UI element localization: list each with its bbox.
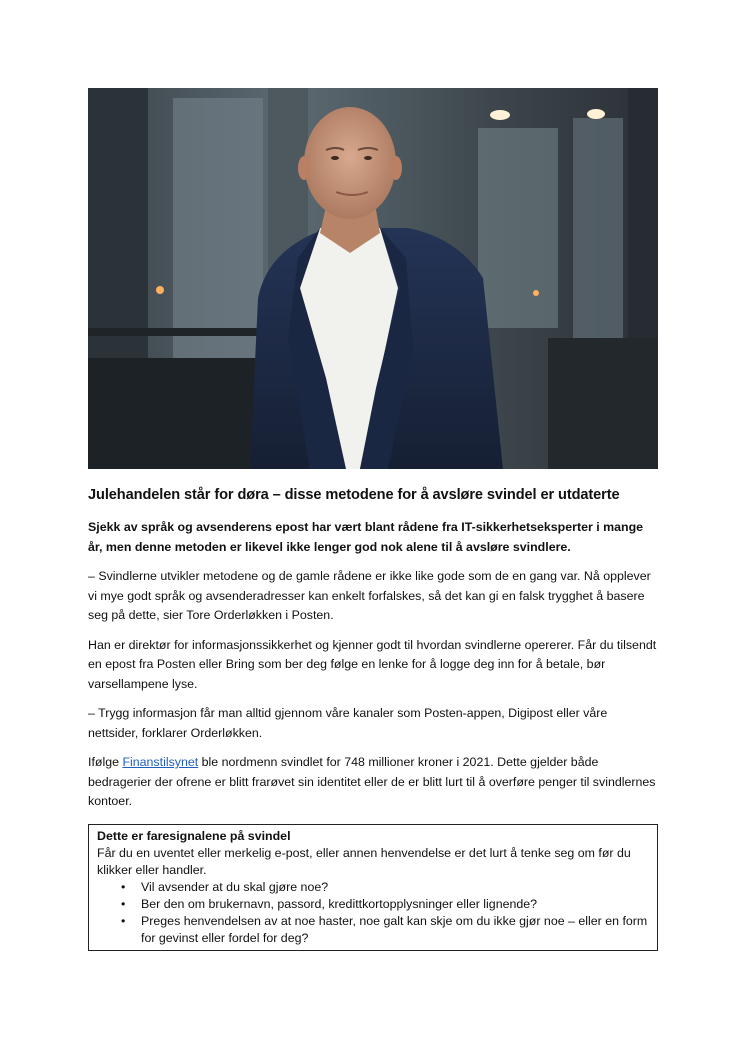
paragraph-4-after: ble nordmenn svindlet for 748 millioner kroner i 2021. Dette gjelder både bedragerier der ofrene er blitt frarøvet sin identitet eller de er blitt lurt til å overføre penger til svindlernes kontoer. <box>88 755 656 808</box>
bullet-icon: • <box>121 879 126 894</box>
article-paragraph-2: Han er direktør for informasjonssikkerhet og kjenner godt til hvordan svindlerne opererer. Får du tilsendt en epost fra Posten eller Bring som ber deg følge en lenke for å logge deg inn for å betale, bør varsellampene lyse. <box>88 637 657 691</box>
list-item <box>121 879 649 896</box>
document-page <box>88 88 658 951</box>
warning-box-title: Dette er faresignalene på svindel <box>97 828 291 843</box>
article-paragraph-1: – Svindlerne utvikler metodene og de gamle rådene er ikke like gode som de en gang var. Nå opplever vi mye godt språk og avsenderadresser kan enkelt forfalskes, så det kan gi en falsk trygghet å basere seg på dette, sier Tore Orderløkken i Posten. <box>88 569 651 622</box>
list-item-text: Vil avsender at du skal gjøre noe? <box>141 879 329 894</box>
finanstilsynet-link[interactable]: Finanstilsynet <box>122 755 199 769</box>
list-item <box>121 896 649 913</box>
article-lead: Sjekk av språk og avsenderens epost har vært blant rådene fra IT-sikkerhetseksperter i mange år, men denne metoden er likevel ikke lenger god nok alene til å avsløre svindlere. <box>88 520 644 554</box>
paragraph-4-before: Ifølge <box>88 755 123 769</box>
list-item-text: Preges henvendelsen av at noe haster, noe galt kan skje om du ikke gjør noe – eller en form for gevinst eller fordel for deg? <box>141 913 648 945</box>
list-item <box>121 913 649 947</box>
bullet-icon: • <box>121 896 126 911</box>
warning-signs-box <box>88 824 658 951</box>
warning-list <box>97 879 649 947</box>
bullet-icon: • <box>121 913 126 928</box>
warning-box-intro: Får du en uventet eller merkelig e-post, eller annen henvendelse er det lurt å tenke seg om før du klikker eller handler. <box>97 845 631 877</box>
portrait-photo <box>88 88 658 469</box>
list-item-text: Ber den om brukernavn, passord, kredittkortopplysninger eller lignende? <box>141 896 538 911</box>
article-paragraph-3: – Trygg informasjon får man alltid gjennom våre kanaler som Posten-appen, Digipost eller våre nettsider, forklarer Orderløkken. <box>88 706 608 740</box>
portrait-photo-icon <box>88 88 658 469</box>
article-paragraph-4 <box>88 753 658 812</box>
article-title: Julehandelen står for døra – disse metodene for å avsløre svindel er utdaterte <box>88 487 620 503</box>
